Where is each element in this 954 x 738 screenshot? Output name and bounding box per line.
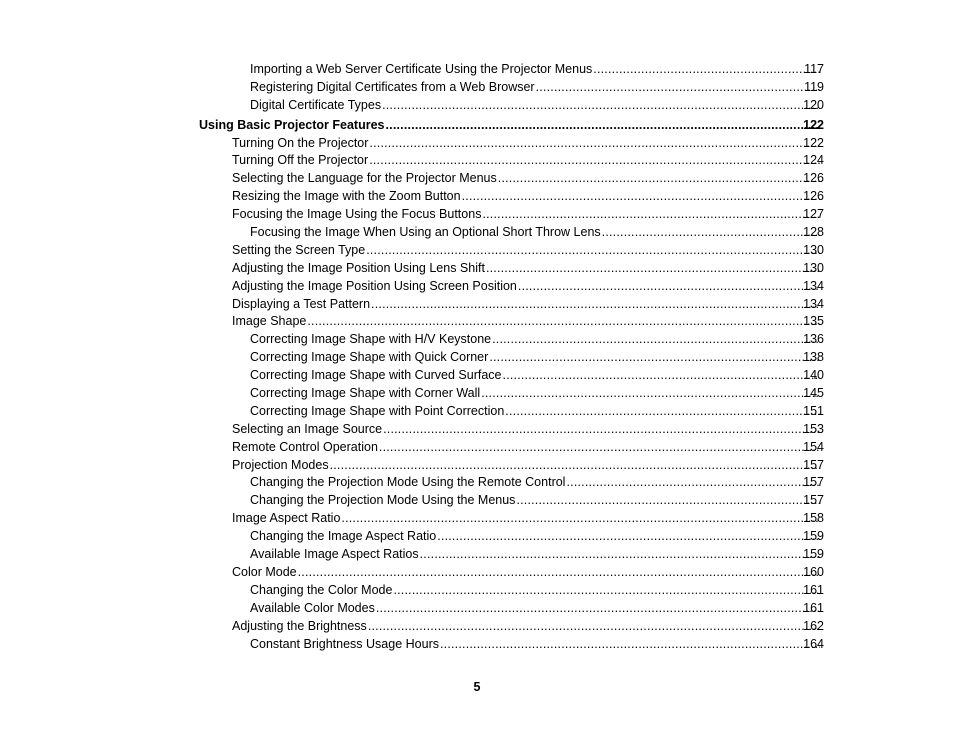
toc-entry[interactable] <box>0 224 954 242</box>
toc-entry-title: Available Color Modes <box>250 600 375 615</box>
toc-entry-title-wrap <box>232 457 824 475</box>
toc-entry-title-wrap <box>232 206 824 224</box>
toc-entry[interactable] <box>0 385 954 403</box>
toc-entry-title: Correcting Image Shape with H/V Keystone <box>250 332 492 347</box>
toc-entry-page-number: 134 <box>803 278 824 293</box>
toc-dot-leader <box>566 474 820 492</box>
toc-entry[interactable] <box>0 349 954 367</box>
toc-dot-leader <box>298 564 820 582</box>
toc-entry-title-wrap <box>232 242 824 260</box>
toc-entry-title: Color Mode <box>232 564 297 579</box>
toc-entry[interactable] <box>0 582 954 600</box>
toc-entry[interactable] <box>0 564 954 582</box>
toc-entry-title: Setting the Screen Type <box>232 242 366 257</box>
toc-entry[interactable] <box>0 242 954 260</box>
toc-entry-title: Focusing the Image When Using an Optional Short Throw Lens <box>250 225 601 240</box>
toc-entry-page-number: 120 <box>803 97 824 112</box>
toc-entry-page-number: 154 <box>803 439 824 454</box>
toc-entry-page-number: 160 <box>803 564 824 579</box>
toc-entry-title-wrap <box>250 546 824 564</box>
toc-entry-page-number: 151 <box>803 403 824 418</box>
toc-entry-page-number: 124 <box>803 153 824 168</box>
toc-entry-title-wrap <box>232 188 824 206</box>
toc-entry[interactable] <box>0 79 954 97</box>
toc-dot-leader <box>486 260 820 278</box>
toc-entry-page-number: 136 <box>803 332 824 347</box>
toc-entry-page-number: 158 <box>803 511 824 526</box>
toc-entry[interactable] <box>0 61 954 79</box>
toc-entry-title: Correcting Image Shape with Quick Corner <box>250 350 489 365</box>
toc-entry-title-wrap <box>250 385 824 403</box>
toc-entry-title-wrap <box>232 439 824 457</box>
toc-entry-title-wrap <box>250 61 824 79</box>
toc-entry-page-number: 140 <box>803 368 824 383</box>
toc-entry-title: Turning On the Projector <box>232 135 369 150</box>
toc-entry[interactable] <box>0 618 954 636</box>
toc-entry[interactable] <box>0 510 954 528</box>
toc-dot-leader <box>369 152 820 170</box>
toc-entry-title-wrap <box>232 260 824 278</box>
toc-entry-title-wrap <box>250 79 824 97</box>
toc-entry-title: Changing the Projection Mode Using the Menus <box>250 493 516 508</box>
toc-entry-title-wrap <box>250 97 824 115</box>
toc-entry-title-wrap <box>232 135 824 153</box>
toc-entry-title: Adjusting the Brightness <box>232 618 367 633</box>
toc-entry-page-number: 162 <box>803 618 824 633</box>
toc-entry-page-number: 126 <box>803 171 824 186</box>
toc-entry-page-number: 117 <box>804 62 824 76</box>
toc-entry-page-number: 134 <box>803 296 824 311</box>
toc-entry[interactable] <box>0 152 954 170</box>
toc-dot-leader <box>385 117 820 135</box>
table-of-contents <box>0 61 954 653</box>
toc-dot-leader <box>366 242 820 260</box>
toc-entry-title-wrap <box>250 582 824 600</box>
toc-entry-page-number: 126 <box>803 189 824 204</box>
toc-dot-leader <box>341 510 820 528</box>
toc-dot-leader <box>462 188 820 206</box>
toc-entry-title-wrap <box>250 528 824 546</box>
toc-dot-leader <box>393 582 820 600</box>
toc-entry[interactable] <box>0 403 954 421</box>
toc-dot-leader <box>420 546 820 564</box>
toc-entry-title: Displaying a Test Pattern <box>232 296 371 311</box>
toc-entry-title: Correcting Image Shape with Corner Wall <box>250 386 481 401</box>
toc-entry-page-number: 122 <box>803 117 824 132</box>
toc-entry-title-wrap <box>250 349 824 367</box>
toc-dot-leader <box>602 224 820 242</box>
toc-entry-page-number: 128 <box>803 225 824 240</box>
toc-dot-leader <box>307 313 820 331</box>
toc-dot-leader <box>518 278 820 296</box>
toc-entry-page-number: 159 <box>803 547 824 562</box>
toc-dot-leader <box>505 403 820 421</box>
toc-entry-title: Image Aspect Ratio <box>232 511 341 526</box>
toc-entry[interactable] <box>0 492 954 510</box>
toc-entry[interactable] <box>0 331 954 349</box>
toc-entry[interactable] <box>0 296 954 314</box>
toc-entry[interactable] <box>0 528 954 546</box>
toc-dot-leader <box>440 636 820 654</box>
toc-entry-title: Adjusting the Image Position Using Lens Shift <box>232 260 485 275</box>
toc-entry[interactable] <box>0 97 954 115</box>
toc-entry-title-wrap <box>232 170 824 188</box>
toc-dot-leader <box>376 600 820 618</box>
toc-dot-leader <box>503 367 820 385</box>
toc-entry-title: Using Basic Projector Features <box>199 117 385 132</box>
toc-entry[interactable] <box>0 367 954 385</box>
toc-entry-title: Focusing the Image Using the Focus Buttons <box>232 207 482 222</box>
toc-dot-leader <box>593 61 820 79</box>
toc-entry-title: Resizing the Image with the Zoom Button <box>232 189 461 204</box>
toc-dot-leader <box>482 206 820 224</box>
page-number: 5 <box>473 680 481 694</box>
toc-entry-title-wrap <box>250 492 824 510</box>
toc-entry[interactable] <box>0 474 954 492</box>
toc-entry-page-number: 161 <box>803 600 824 615</box>
toc-entry-title-wrap <box>250 224 824 242</box>
toc-entry-title: Image Shape <box>232 314 307 329</box>
toc-entry-title-wrap <box>250 403 824 421</box>
toc-entry-title: Importing a Web Server Certificate Using the Projector Menus <box>250 62 593 76</box>
toc-entry-title-wrap <box>232 510 824 528</box>
toc-dot-leader <box>383 421 820 439</box>
toc-dot-leader <box>492 331 820 349</box>
toc-entry-page-number: 157 <box>803 475 824 490</box>
toc-entry-page-number: 122 <box>803 135 824 150</box>
toc-entry[interactable] <box>0 313 954 331</box>
toc-entry[interactable] <box>0 170 954 188</box>
toc-dot-leader <box>379 439 820 457</box>
toc-dot-leader <box>481 385 820 403</box>
toc-entry-page-number: 164 <box>803 636 824 651</box>
toc-entry-page-number: 135 <box>803 314 824 329</box>
toc-dot-leader <box>536 79 820 97</box>
toc-entry[interactable] <box>0 457 954 475</box>
toc-entry[interactable] <box>0 135 954 153</box>
toc-dot-leader <box>489 349 820 367</box>
toc-entry-title-wrap <box>250 636 824 654</box>
toc-entry-page-number: 127 <box>803 207 824 222</box>
toc-entry-title-wrap <box>232 278 824 296</box>
toc-entry-title: Changing the Projection Mode Using the Remote Control <box>250 475 566 490</box>
toc-dot-leader <box>330 457 820 475</box>
toc-entry-title-wrap <box>250 367 824 385</box>
toc-entry-page-number: 130 <box>803 242 824 257</box>
toc-dot-leader <box>516 492 820 510</box>
toc-entry[interactable] <box>0 188 954 206</box>
toc-entry-page-number: 157 <box>803 493 824 508</box>
toc-entry-title-wrap <box>232 152 824 170</box>
toc-entry-title: Registering Digital Certificates from a Web Browser <box>250 79 535 94</box>
toc-entry-title: Selecting an Image Source <box>232 421 383 436</box>
toc-entry[interactable] <box>0 439 954 457</box>
toc-dot-leader <box>368 618 820 636</box>
toc-entry[interactable] <box>0 260 954 278</box>
toc-entry[interactable] <box>0 600 954 618</box>
toc-entry-title-wrap <box>232 564 824 582</box>
toc-entry[interactable] <box>0 206 954 224</box>
toc-entry-title: Changing the Image Aspect Ratio <box>250 529 437 544</box>
toc-entry-title: Remote Control Operation <box>232 439 378 454</box>
toc-dot-leader <box>369 135 820 153</box>
toc-entry-page-number: 161 <box>803 582 824 597</box>
toc-entry-title: Available Image Aspect Ratios <box>250 547 419 562</box>
toc-entry-title: Changing the Color Mode <box>250 582 393 597</box>
toc-entry-title: Correcting Image Shape with Curved Surface <box>250 368 502 383</box>
toc-entry-page-number: 138 <box>803 350 824 365</box>
toc-entry-page-number: 130 <box>803 260 824 275</box>
toc-entry-title-wrap <box>199 117 824 135</box>
toc-dot-leader <box>382 97 820 115</box>
toc-entry-title: Selecting the Language for the Projector Menus <box>232 171 497 186</box>
toc-entry-title-wrap <box>250 331 824 349</box>
toc-entry-title-wrap <box>250 600 824 618</box>
toc-entry-title: Turning Off the Projector <box>232 153 369 168</box>
toc-entry-title: Projection Modes <box>232 457 329 472</box>
toc-entry[interactable] <box>0 421 954 439</box>
toc-entry-title-wrap <box>232 296 824 314</box>
toc-entry-page-number: 157 <box>803 457 824 472</box>
toc-dot-leader <box>498 170 820 188</box>
toc-entry[interactable] <box>0 278 954 296</box>
toc-dot-leader <box>371 296 820 314</box>
toc-entry[interactable] <box>0 636 954 654</box>
toc-entry-page-number: 119 <box>804 79 824 94</box>
toc-entry-title: Constant Brightness Usage Hours <box>250 636 439 651</box>
toc-entry-page-number: 145 <box>803 386 824 401</box>
toc-section-heading[interactable] <box>0 117 954 135</box>
toc-entry-page-number: 159 <box>803 529 824 544</box>
toc-entry-title: Digital Certificate Types <box>250 97 382 112</box>
toc-entry[interactable] <box>0 546 954 564</box>
toc-entry-title-wrap <box>232 618 824 636</box>
toc-entry-title-wrap <box>250 474 824 492</box>
toc-entry-title-wrap <box>232 313 824 331</box>
toc-dot-leader <box>437 528 820 546</box>
toc-entry-page-number: 153 <box>803 421 824 436</box>
toc-entry-title: Adjusting the Image Position Using Screen Position <box>232 278 517 293</box>
toc-entry-title-wrap <box>232 421 824 439</box>
toc-entry-title: Correcting Image Shape with Point Correction <box>250 403 505 418</box>
